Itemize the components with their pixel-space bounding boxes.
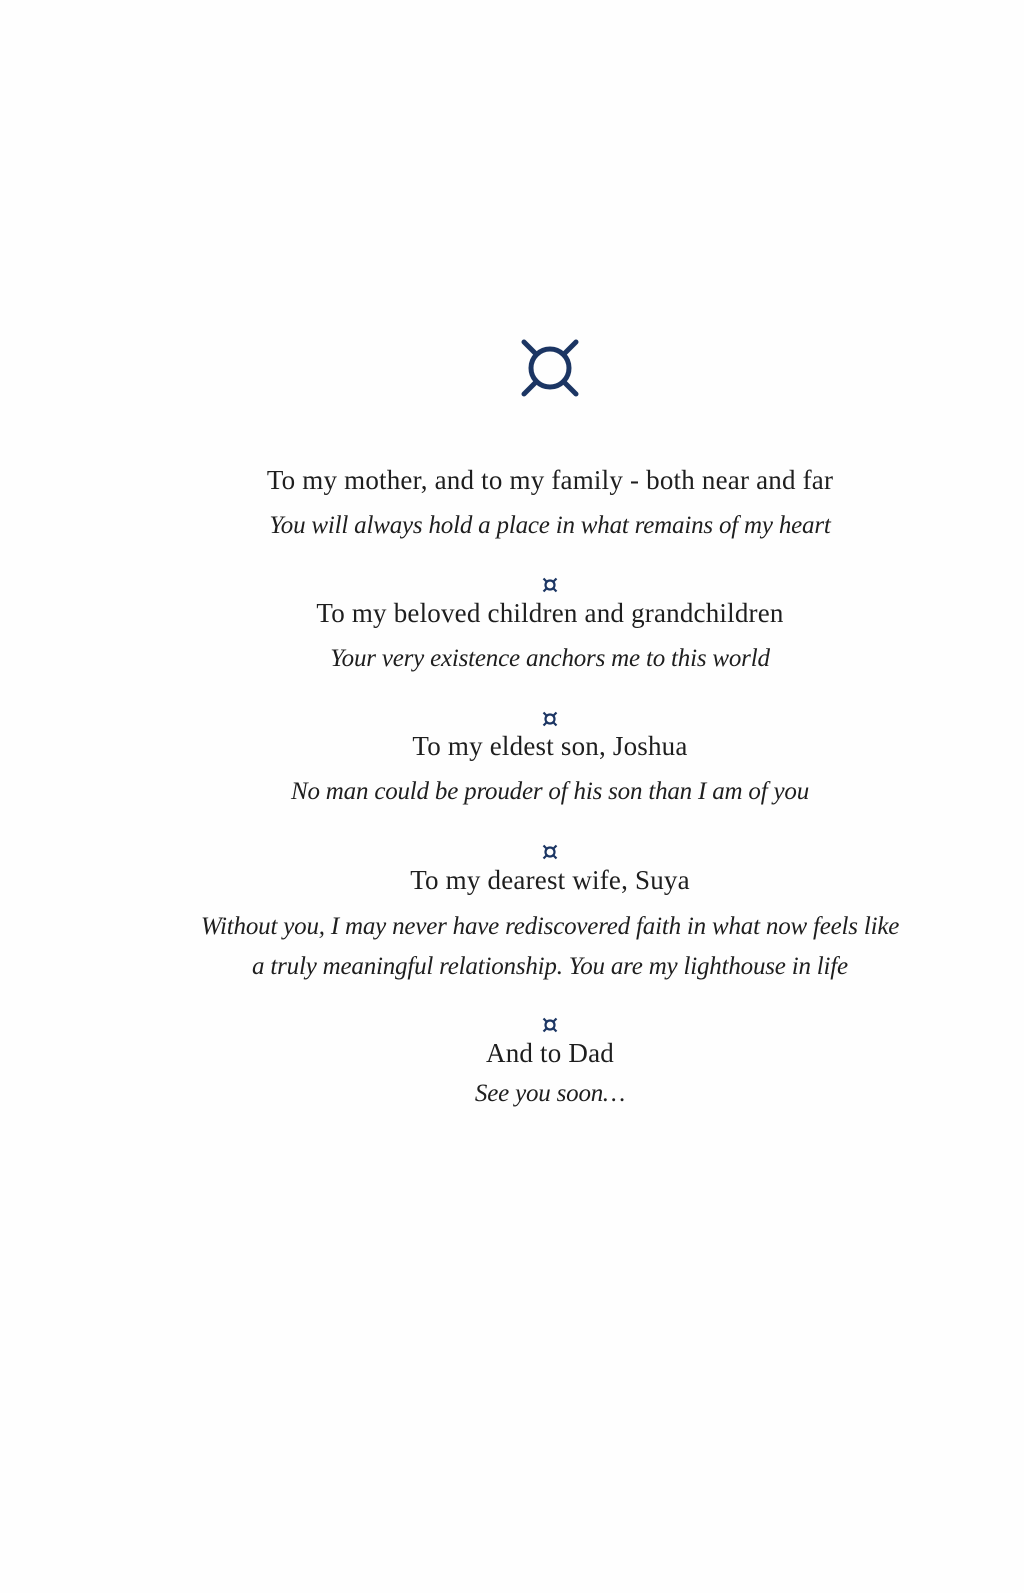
dedication-heading: To my beloved children and grandchildren (316, 598, 784, 628)
dedication-message: Without you, I may never have rediscovered faith in what now feels like a truly meaningful relationship. You are my lighthouse in life (200, 913, 900, 980)
currency-sign-icon (520, 338, 580, 398)
dedication-message: See you soon… (474, 1080, 626, 1107)
separator-icon (542, 844, 558, 860)
dedication-heading: To my eldest son, Joshua (412, 731, 688, 761)
separator-icon (542, 577, 558, 593)
separator-icon (542, 711, 558, 727)
dedication-heading: To my mother, and to my family - both near and far (266, 465, 834, 495)
dedication-heading: And to Dad (486, 1038, 614, 1068)
dedication-message: You will always hold a place in what remains of my heart (269, 512, 831, 539)
separator-icon (542, 1017, 558, 1033)
dedication-message: No man could be prouder of his son than I am of you (290, 778, 809, 805)
dedication-message: Your very existence anchors me to this world (330, 645, 770, 672)
dedication-heading: To my dearest wife, Suya (410, 865, 690, 895)
